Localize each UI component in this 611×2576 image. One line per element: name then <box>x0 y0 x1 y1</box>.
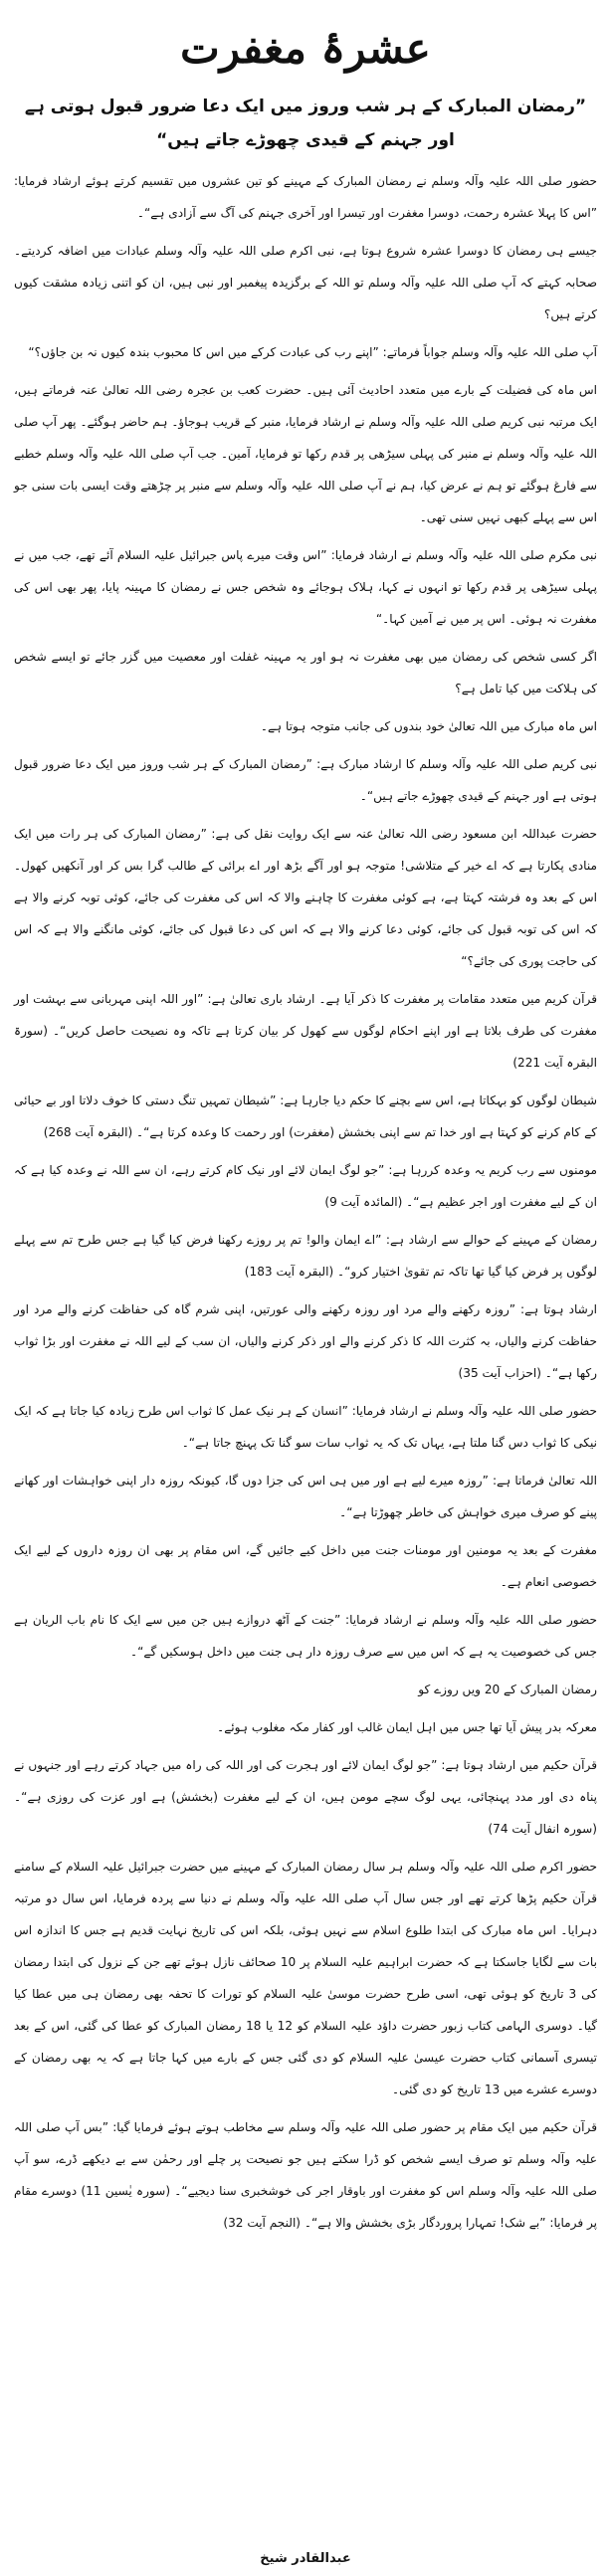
paragraph: جیسے ہی رمضان کا دوسرا عشرہ شروع ہوتا ہے، نبی اکرم صلی اللہ علیہ وآلہ وسلم عبادات میں اضافہ کردیتے۔ صحابہ کہتے کہ آپ صلی اللہ علیہ وآلہ وسلم تو اللہ کے برگزیدہ پیغمبر اور نبی ہیں، ان کو اتنی زیادہ مشقت کیوں کرتے ہیں؟ <box>14 244 597 321</box>
paragraph: ارشاد ہوتا ہے: ”روزہ رکھنے والے مرد اور روزہ رکھنے والی عورتیں، اپنی شرم گاہ کی حفاظت کرنے والے مرد اور حفاظت کرنے والیاں، بہ کثرت اللہ کا ذکر کرنے والے اور ذکر کرنے والیاں، ان سب کے لیے اللہ نے مغفرت اور بڑا ثواب رکھا ہے“۔ (احزاب آیت 35) <box>14 1302 597 1380</box>
paragraph: نبی کریم صلی اللہ علیہ وآلہ وسلم کا ارشاد مبارک ہے: ”رمضان المبارک کے ہر شب وروز میں ایک دعا ضرور قبول ہوتی ہے اور جہنم کے قیدی چھوڑے جاتے ہیں“۔ <box>14 757 597 803</box>
paragraph: اس ماہ مبارک میں اللہ تعالیٰ خود بندوں کی جانب متوجہ ہوتا ہے۔ <box>260 719 597 733</box>
paragraph: قرآن کریم میں متعدد مقامات پر مغفرت کا ذکر آیا ہے۔ ارشاد باری تعالیٰ ہے: ”اور اللہ اپنی مہربانی سے بہشت اور مغفرت کی طرف بلاتا ہے اور اپنے احکام لوگوں سے کھول کر بیان کرتا ہے تاکہ وہ نصیحت حاصل کریں“۔ (سورۃ البقرہ آیت 221) <box>14 992 597 1070</box>
paragraph: شیطان لوگوں کو بہکاتا ہے، اس سے بچنے کا حکم دیا جارہا ہے: ”شیطان تمہیں تنگ دستی کا خوف دلاتا اور بے حیائی کے کام کرنے کو کہتا ہے اور خدا تم سے اپنی بخشش (مغفرت) اور رحمت کا وعدہ کرتا ہے“۔ (البقرہ آیت 268) <box>14 1093 597 1139</box>
article-subtitle: ”رمضان المبارک کے ہر شب وروز میں ایک دعا ضرور قبول ہوتی ہے اور جہنم کے قیدی چھوڑے جاتے ہیں“ <box>24 97 587 150</box>
author-signature: عبدالقادر شیخ <box>260 2551 351 2566</box>
paragraph: رمضان المبارک کے 20 ویں روزے کو <box>418 1683 597 1696</box>
paragraph: اللہ تعالیٰ فرماتا ہے: ”روزہ میرے لیے ہے اور میں ہی اس کی جزا دوں گا، کیونکہ روزہ دار اپنی خواہشات اور کھانے پینے کو صرف میری خواہش کی خاطر چھوڑتا ہے“۔ <box>14 1474 597 1519</box>
paragraph: مغفرت کے بعد یہ مومنین اور مومنات جنت میں داخل کیے جائیں گے، اس مقام پر بھی ان روزہ داروں کے لیے ایک خصوصی انعام ہے۔ <box>14 1543 597 1589</box>
paragraph: حضور صلی اللہ علیہ وآلہ وسلم نے ارشاد فرمایا: ”انسان کے ہر نیک عمل کا ثواب اس طرح زیادہ کیا جاتا ہے کہ ایک نیکی کا ثواب دس گنا ملتا ہے، یہاں تک کہ یہ ثواب سات سو گنا تک پہنچ جاتا ہے“۔ <box>14 1404 597 1450</box>
paragraph: اگر کسی شخص کی رمضان میں بھی مغفرت نہ ہو اور یہ مہینہ غفلت اور معصیت میں گزر جائے تو ایسے شخص کی ہلاکت میں کیا تامل ہے؟ <box>14 650 597 695</box>
paragraph: حضرت عبداللہ ابن مسعود رضی اللہ تعالیٰ عنہ سے ایک روایت نقل کی ہے: ”رمضان المبارک کی ہر رات میں ایک منادی پکارتا ہے کہ اے خیر کے متلاشی! متوجہ ہو اور آگے بڑھ اور اے برائی کے طالب گرا بس کر اور آنکھیں کھول۔ اس کے بعد وہ فرشتہ کہتا ہے، ہے کوئی مغفرت کا چاہنے والا کہ اس کی مغفرت کی جائے، کوئی توبہ کرنے والا ہے کہ اس کی توبہ قبول کی جائے، کوئی دعا کرنے والا ہے کہ اس کی دعا قبول کی جائے، کوئی مانگنے والا ہے کہ اس کی حاجت پوری کی جائے؟“ <box>14 827 597 968</box>
paragraph: نبی مکرم صلی اللہ علیہ وآلہ وسلم نے ارشاد فرمایا: ”اس وقت میرے پاس جبرائیل علیہ السلام آئے تھے، جب میں نے پہلی سیڑھی پر قدم رکھا تو انہوں نے کہا، ہلاک ہوجائے وہ شخص جس نے رمضان کا مہینہ پایا، پھر بھی اس کی مغفرت نہ ہوئی۔ اس پر میں نے آمین کہا۔“ <box>14 548 597 626</box>
paragraph: رمضان کے مہینے کے حوالے سے ارشاد ہے: ”اے ایمان والو! تم پر روزے رکھنا فرض کیا گیا ہے جس طرح تم سے پہلے لوگوں پر فرض کیا گیا تھا تاکہ تم تقویٰ اختیار کرو“۔ (البقرہ آیت 183) <box>14 1233 597 1279</box>
paragraph: معرکہ بدر پیش آیا تھا جس میں اہل ایمان غالب اور کفار مکہ مغلوب ہوئے۔ <box>217 1720 597 1734</box>
paragraph: قرآن حکیم میں ایک مقام پر حضور صلی اللہ علیہ وآلہ وسلم سے مخاطب ہوتے ہوئے فرمایا گیا: ”بس آپ صلی اللہ علیہ وآلہ وسلم تو صرف ایسے شخص کو ڈرا سکتے ہیں جو نصیحت پر چلے اور رحمٰن سے بے دیکھے ڈرے، سو آپ صلی اللہ علیہ وآلہ وسلم اس کو مغفرت اور باوقار اجر کی خوشخبری سنا دیجیے“۔ (سورہ یٰسین 11) دوسرے مقام پر فرمایا: ”بے شک! تمہارا پروردگار بڑی بخشش والا ہے“۔ (النجم آیت 32) <box>14 2120 597 2230</box>
paragraph: قرآن حکیم میں ارشاد ہوتا ہے: ”جو لوگ ایمان لائے اور ہجرت کی اور اللہ کی راہ میں جہاد کرتے رہے اور جنہوں نے پناہ دی اور مدد پہنچائی، یہی لوگ سچے مومن ہیں، ان کے لیے مغفرت (بخشش) ہے اور عزت کی روزی ہے“۔ (سورہ انفال آیت 74) <box>14 1758 597 1836</box>
paragraph: مومنوں سے رب کریم یہ وعدہ کررہا ہے: ”جو لوگ ایمان لائے اور نیک کام کرتے رہے، ان سے اللہ نے وعدہ کیا ہے کہ ان کے لیے مغفرت اور اجر عظیم ہے“۔ (المائدہ آیت 9) <box>14 1163 597 1209</box>
paragraph: حضور صلی اللہ علیہ وآلہ وسلم نے رمضان المبارک کے مہینے کو تین عشروں میں تقسیم کرتے ہوئے ارشاد فرمایا: ”اس کا پہلا عشرہ رحمت، دوسرا مغفرت اور تیسرا اور آخری جہنم کی آگ سے آزادی ہے“۔ <box>14 174 597 220</box>
paragraph: آپ صلی اللہ علیہ وآلہ وسلم جواباً فرماتے: ”اپنے رب کی عبادت کرکے میں اس کا محبوب بندہ کیوں نہ بن جاؤں؟“ <box>28 345 597 359</box>
article-title: عشرۂ مغفرت <box>180 24 431 73</box>
article-body <box>14 165 597 2239</box>
paragraph: حضور اکرم صلی اللہ علیہ وآلہ وسلم ہر سال رمضان المبارک کے مہینے میں حضرت جبرائیل علیہ السلام کے سامنے قرآن حکیم پڑھا کرتے تھے اور جس سال آپ صلی اللہ علیہ وآلہ وسلم نے دنیا سے پردہ فرمایا، اس سال دو مرتبہ دہرایا۔ اس ماہ مبارک کی ابتدا طلوع اسلام سے نہیں ہوئی، بلکہ اس کی تاریخ نہایت قدیم ہے جس کا اندازہ اس بات سے لگایا جاسکتا ہے کہ حضرت ابراہیم علیہ السلام پر 10 صحائف نازل ہوئے تھے جن کے نزول کی ابتدا رمضان کی 3 تاریخ کو ہوئی تھی، اسی طرح حضرت موسیٰ علیہ السلام کو تورات کا تحفہ بھی رمضان ہی میں عطا کیا گیا۔ دوسری الہامی کتاب زبور حضرت داؤد علیہ السلام کو 12 یا 18 رمضان المبارک کو عطا کی گئی، اس کے بعد تیسری آسمانی کتاب حضرت عیسیٰ علیہ السلام کو دی گئی جس کے بارے میں کہا جاتا ہے کہ یہ بھی رمضان کے دوسرے عشرے میں 13 تاریخ کو دی گئی۔ <box>14 1860 597 2096</box>
paragraph: حضور صلی اللہ علیہ وآلہ وسلم نے ارشاد فرمایا: ”جنت کے آٹھ دروازے ہیں جن میں سے ایک کا نام باب الریان ہے جس کی خصوصیت یہ ہے کہ اس میں سے صرف روزہ دار ہی جنت میں داخل ہوسکیں گے“۔ <box>14 1613 597 1659</box>
paragraph: اس ماہ کی فضیلت کے بارے میں متعدد احادیث آئی ہیں۔ حضرت کعب بن عجرہ رضی اللہ تعالیٰ عنہ فرماتے ہیں، ایک مرتبہ نبی کریم صلی اللہ علیہ وآلہ وسلم نے ارشاد فرمایا، منبر کے قریب ہوجاؤ۔ ہم حاضر ہوگئے۔ پھر آپ صلی اللہ علیہ وآلہ وسلم نے منبر کی پہلی سیڑھی پر قدم رکھا تو فرمایا، آمین۔ جب آپ صلی اللہ علیہ وآلہ وسلم خطبے سے فارغ ہوگئے تو ہم نے عرض کیا، ہم نے آپ صلی اللہ علیہ وآلہ وسلم سے منبر پر چڑھتے وقت ایسی بات سنی جو اس سے پہلے کبھی نہیں سنی تھی۔ <box>14 383 597 524</box>
